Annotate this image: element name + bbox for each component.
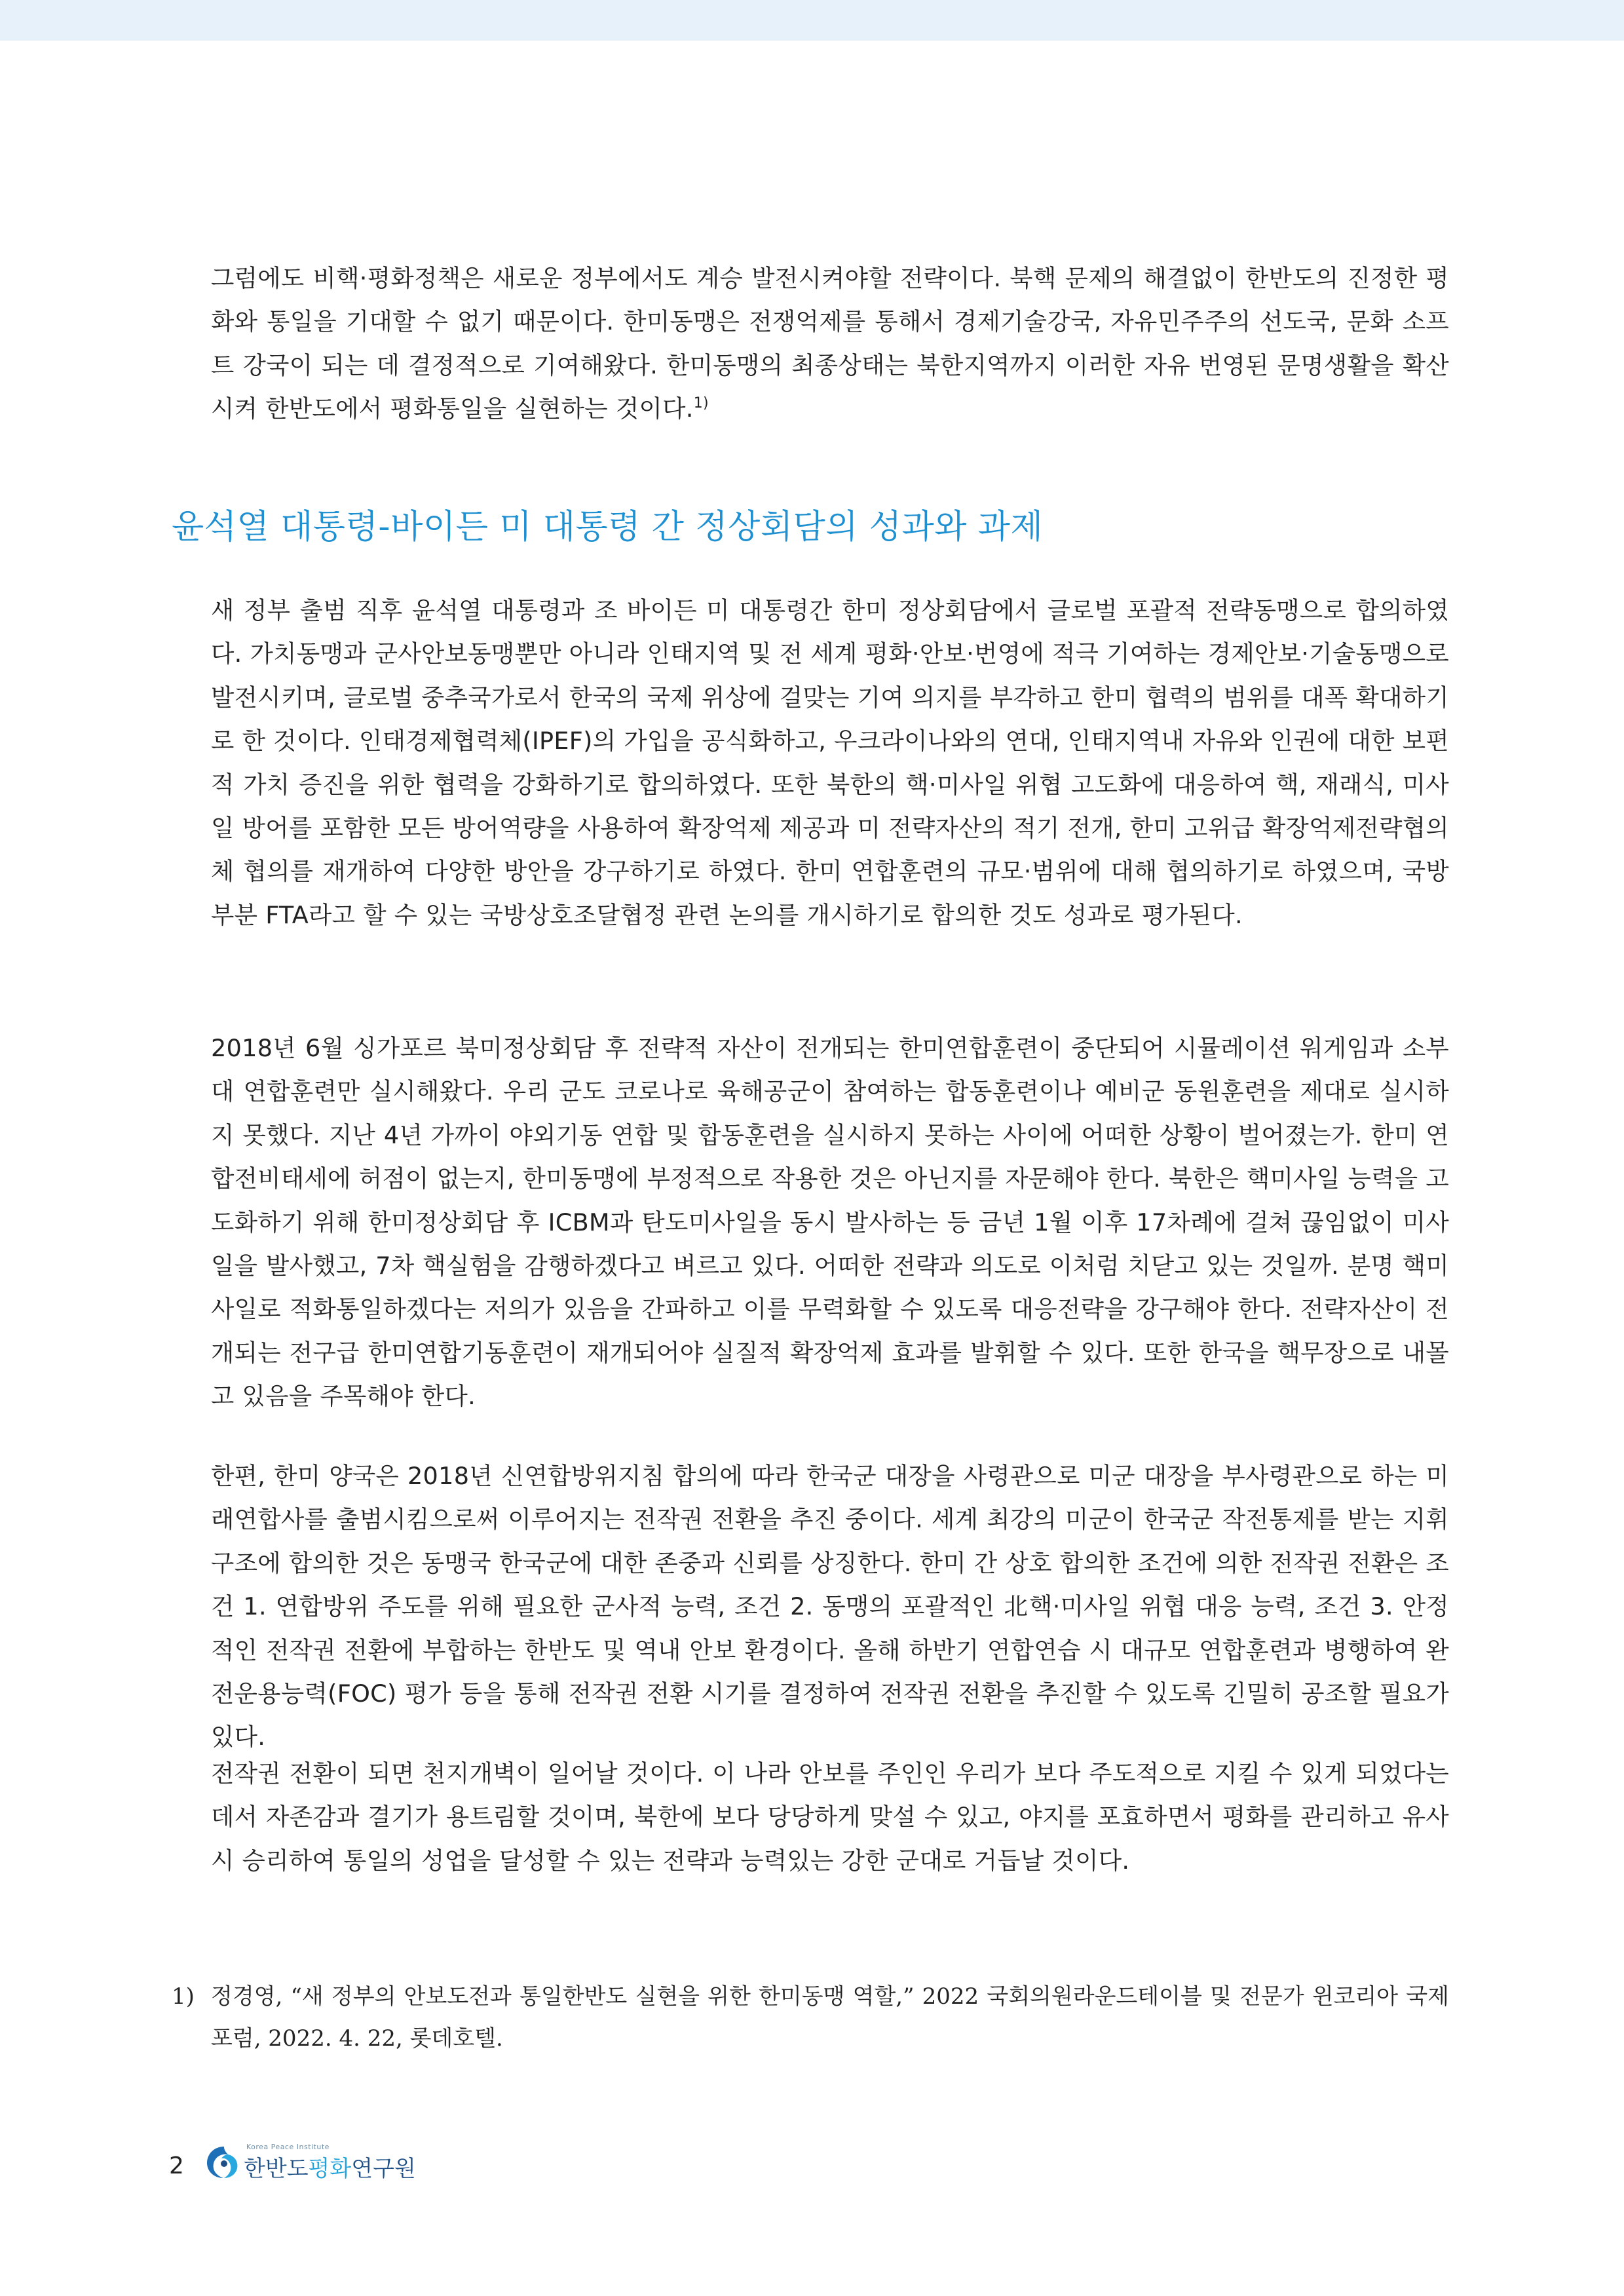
logo-name: 한반도평화연구원	[244, 2156, 416, 2182]
logo-subtitle: Korea Peace Institute	[246, 2143, 330, 2151]
institute-logo	[204, 2141, 414, 2187]
section-paragraph-2: 2018년 6월 싱가포르 북미정상회담 후 전략적 자산이 전개되는 한미연합훈련이 중단되어 시뮬레이션 워게임과 소부대 연합훈련만 실시해왔다. 우리 군도 코로나로 육해공군이 참여하는 합동훈련이나 예비군 동원훈련을 제대로 실시하지 못했다. 지난 4년 가까이 야외기동 연합 및 합동훈련을 실시하지 못하는 사이에 어떠한 상황이 벌어졌는가. 한미 연합전비태세에 허점이 없는지, 한미동맹에 부정적으로 작용한 것은 아닌지를 자문해야 한다. 북한은 핵미사일 능력을 고도화하기 위해 한미정상회담 후 ICBM과 탄도미사일을 동시 발사하는 등 금년 1월 이후 17차례에 걸쳐 끊임없이 미사일을 발사했고, 7차 핵실험을 감행하겠다고 벼르고 있다. 어떠한 전략과 의도로 이처럼 치닫고 있는 것일까. 분명 핵미사일로 적화통일하겠다는 저의가 있음을 간파하고 이를 무력화할 수 있도록 대응전략을 강구해야 한다. 전략자산이 전개되는 전구급 한미연합기동훈련이 재개되어야 실질적 확장억제 효과를 발휘할 수 있다. 또한 한국을 핵무장으로 내몰고 있음을 주목해야 한다.	[211, 1034, 1449, 1411]
footnote-number: 1)	[172, 1983, 195, 2010]
footnote-ref: 1)	[693, 395, 709, 412]
page-number: 2	[169, 2152, 184, 2179]
section-paragraph-4: 전작권 전환이 되면 천지개벽이 일어날 것이다. 이 나라 안보를 주인인 우리가 보다 주도적으로 지킬 수 있게 되었다는 데서 자존감과 결기가 용트림할 것이며, 북한에 보다 당당하게 맞설 수 있고, 야지를 포효하면서 평화를 관리하고 유사시 승리하여 통일의 성업을 달성할 수 있는 전략과 능력있는 강한 군대로 거듭날 것이다.	[211, 1759, 1449, 1875]
section-heading: 윤석열 대통령-바이든 미 대통령 간 정상회담의 성과와 과제	[172, 508, 1044, 546]
section-paragraph-1: 새 정부 출범 직후 윤석열 대통령과 조 바이든 미 대통령간 한미 정상회담에서 글로벌 포괄적 전략동맹으로 합의하였다. 가치동맹과 군사안보동맹뿐만 아니라 인태지역 및 전 세계 평화·안보·번영에 적극 기여하는 경제안보·기술동맹으로 발전시키며, 글로벌 중추국가로서 한국의 국제 위상에 걸맞는 기여 의지를 부각하고 한미 협력의 범위를 대폭 확대하기로 한 것이다. 인태경제협력체(IPEF)의 가입을 공식화하고, 우크라이나와의 연대, 인태지역내 자유와 인권에 대한 보편적 가치 증진을 위한 협력을 강화하기로 합의하였다. 또한 북한의 핵·미사일 위협 고도화에 대응하여 핵, 재래식, 미사일 방어를 포함한 모든 방어역량을 사용하여 확장억제 제공과 미 전략자산의 적기 전개, 한미 고위급 확장억제전략협의체 협의를 재개하여 다양한 방안을 강구하기로 하였다. 한미 연합훈련의 규모·범위에 대해 협의하기로 하였으며, 국방부분 FTA라고 할 수 있는 국방상호조달협정 관련 논의를 개시하기로 합의한 것도 성과로 평가된다.	[211, 596, 1450, 929]
footnote	[172, 1976, 1449, 2059]
footnote-text: 정경영, “새 정부의 안보도전과 통일한반도 실현을 위한 한미동맹 역할,” 2022 국회의원라운드테이블 및 전문가 윈코리아 국제포럼, 2022. 4. 22, 롯데호텔.	[211, 1983, 1449, 2052]
section-paragraph-3: 한편, 한미 양국은 2018년 신연합방위지침 합의에 따라 한국군 대장을 사령관으로 미군 대장을 부사령관으로 하는 미래연합사를 출범시킴으로써 이루어지는 전작권 전환을 추진 중이다. 세계 최강의 미군이 한국군 작전통제를 받는 지휘구조에 합의한 것은 동맹국 한국군에 대한 존중과 신뢰를 상징한다. 한미 간 상호 합의한 조건에 의한 전작권 전환은 조건 1. 연합방위 주도를 위해 필요한 군사적 능력, 조건 2. 동맹의 포괄적인 北핵·미사일 위협 대응 능력, 조건 3. 안정적인 전작권 전환에 부합하는 한반도 및 역내 안보 환경이다. 올해 하반기 연합연습 시 대규모 연합훈련과 병행하여 완전운용능력(FOC) 평가 등을 통해 전작권 전환 시기를 결정하여 전작권 전환을 추진할 수 있도록 긴밀히 공조할 필요가 있다.	[211, 1462, 1449, 1751]
institute-logo-icon	[204, 2144, 241, 2181]
intro-paragraph: 그럼에도 비핵·평화정책은 새로운 정부에서도 계승 발전시켜야할 전략이다. 북핵 문제의 해결없이 한반도의 진정한 평화와 통일을 기대할 수 없기 때문이다. 한미동맹은 전쟁억제를 통해서 경제기술강국, 자유민주주의 선도국, 문화 소프트 강국이 되는 데 결정적으로 기여해왔다. 한미동맹의 최종상태는 북한지역까지 이러한 자유 번영된 문명생활을 확산시켜 한반도에서 평화통일을 실현하는 것이다.$^{1)}$	[211, 264, 1449, 423]
top-band	[0, 0, 1624, 41]
